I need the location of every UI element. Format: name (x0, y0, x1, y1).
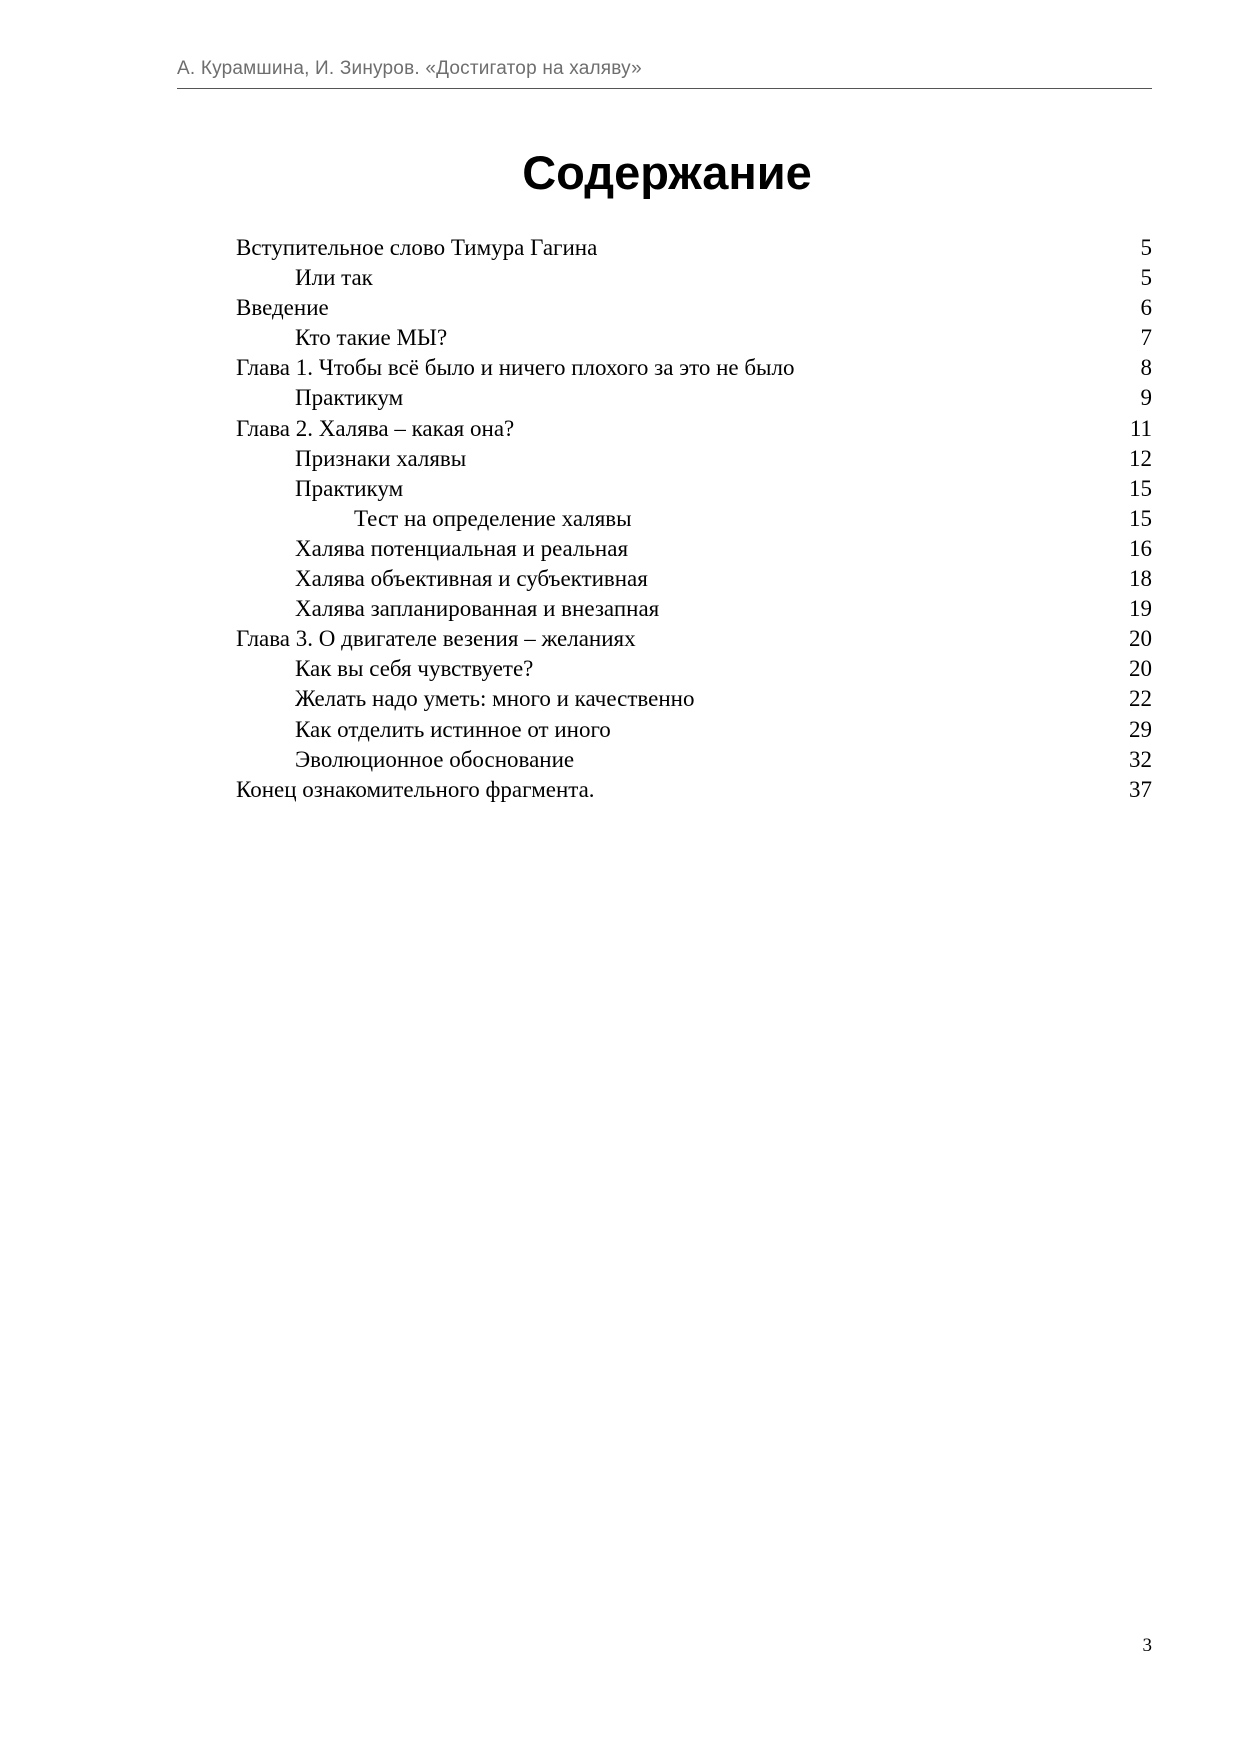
toc-entry-label: Практикум (295, 475, 404, 501)
toc-entry-label: Введение (236, 295, 329, 321)
page-number: 3 (1142, 1635, 1152, 1656)
toc-entry-label: Халява запланированная и внезапная (295, 596, 660, 622)
toc-entry[interactable] (236, 383, 1152, 413)
toc-entry-page: 7 (1140, 325, 1152, 351)
toc-entry-label: Тест на определение халявы (354, 505, 632, 531)
toc-entry[interactable] (236, 263, 1152, 293)
toc-entry-page: 19 (1129, 596, 1152, 622)
toc-entry-label: Конец ознакомительного фрагмента. (236, 776, 595, 802)
toc-entry-label: Как отделить истинное от иного (295, 716, 611, 742)
toc-entry-label: Как вы себя чувствуете? (295, 656, 534, 682)
toc-entry[interactable] (236, 414, 1152, 444)
toc-entry-page: 32 (1129, 746, 1152, 772)
toc-entry[interactable] (236, 775, 1152, 805)
toc-entry-page: 22 (1129, 686, 1152, 712)
toc-entry-label: Глава 1. Чтобы всё было и ничего плохого за это не было (236, 355, 795, 381)
toc-entry-label: Глава 2. Халява – какая она? (236, 415, 515, 441)
toc-entry-page: 5 (1140, 265, 1152, 291)
toc-entry-page: 9 (1140, 385, 1152, 411)
toc-entry[interactable] (236, 233, 1152, 263)
running-header: А. Курамшина, И. Зинуров. «Достигатор на халяву» (177, 58, 642, 79)
toc-entry-page: 20 (1129, 656, 1152, 682)
toc-entry-page: 20 (1129, 626, 1152, 652)
toc-entry[interactable] (236, 745, 1152, 775)
toc-title: Содержание (522, 146, 812, 199)
toc-entry-label: Или так (295, 265, 373, 291)
toc-entry[interactable] (236, 564, 1152, 594)
toc-entry-page: 15 (1129, 505, 1152, 531)
toc-entry-page: 8 (1140, 355, 1152, 381)
toc-entry[interactable] (236, 624, 1152, 654)
toc-entry-label: Вступительное слово Тимура Гагина (236, 235, 598, 260)
toc-entry-page: 18 (1129, 566, 1152, 592)
toc-entry-page: 12 (1129, 445, 1152, 471)
toc-entry[interactable] (236, 715, 1152, 745)
toc-entry-page: 11 (1129, 415, 1152, 441)
toc-entry[interactable] (236, 654, 1152, 684)
toc-entry-label: Халява объективная и субъективная (295, 566, 648, 592)
toc-entry[interactable] (236, 293, 1152, 323)
toc-entry-page: 37 (1129, 776, 1152, 802)
toc-entry-label: Практикум (295, 385, 404, 411)
toc-entry[interactable] (236, 534, 1152, 564)
toc-entry[interactable] (236, 684, 1152, 714)
toc-entry[interactable] (236, 594, 1152, 624)
toc-entry[interactable] (236, 504, 1152, 534)
toc-entry-label: Желать надо уметь: много и качественно (295, 686, 695, 712)
toc-entry-label: Кто такие МЫ? (295, 325, 448, 351)
toc-entry-page: 6 (1140, 295, 1152, 321)
toc-entry-page: 16 (1129, 535, 1152, 561)
toc-entry-page: 5 (1140, 235, 1152, 260)
toc-entry-page: 15 (1129, 475, 1152, 501)
toc-entry[interactable] (236, 444, 1152, 474)
toc-entry-label: Эволюционное обоснование (295, 746, 575, 772)
toc-entry[interactable] (236, 323, 1152, 353)
header-divider (177, 88, 1152, 89)
toc-entry-page: 29 (1129, 716, 1152, 742)
toc-entry-label: Признаки халявы (295, 445, 467, 471)
toc-entry-label: Глава 3. О двигателе везения – желаниях (236, 626, 636, 652)
table-of-contents (236, 233, 1152, 805)
toc-entry[interactable] (236, 474, 1152, 504)
toc-entry[interactable] (236, 353, 1152, 383)
toc-entry-label: Халява потенциальная и реальная (295, 535, 629, 561)
